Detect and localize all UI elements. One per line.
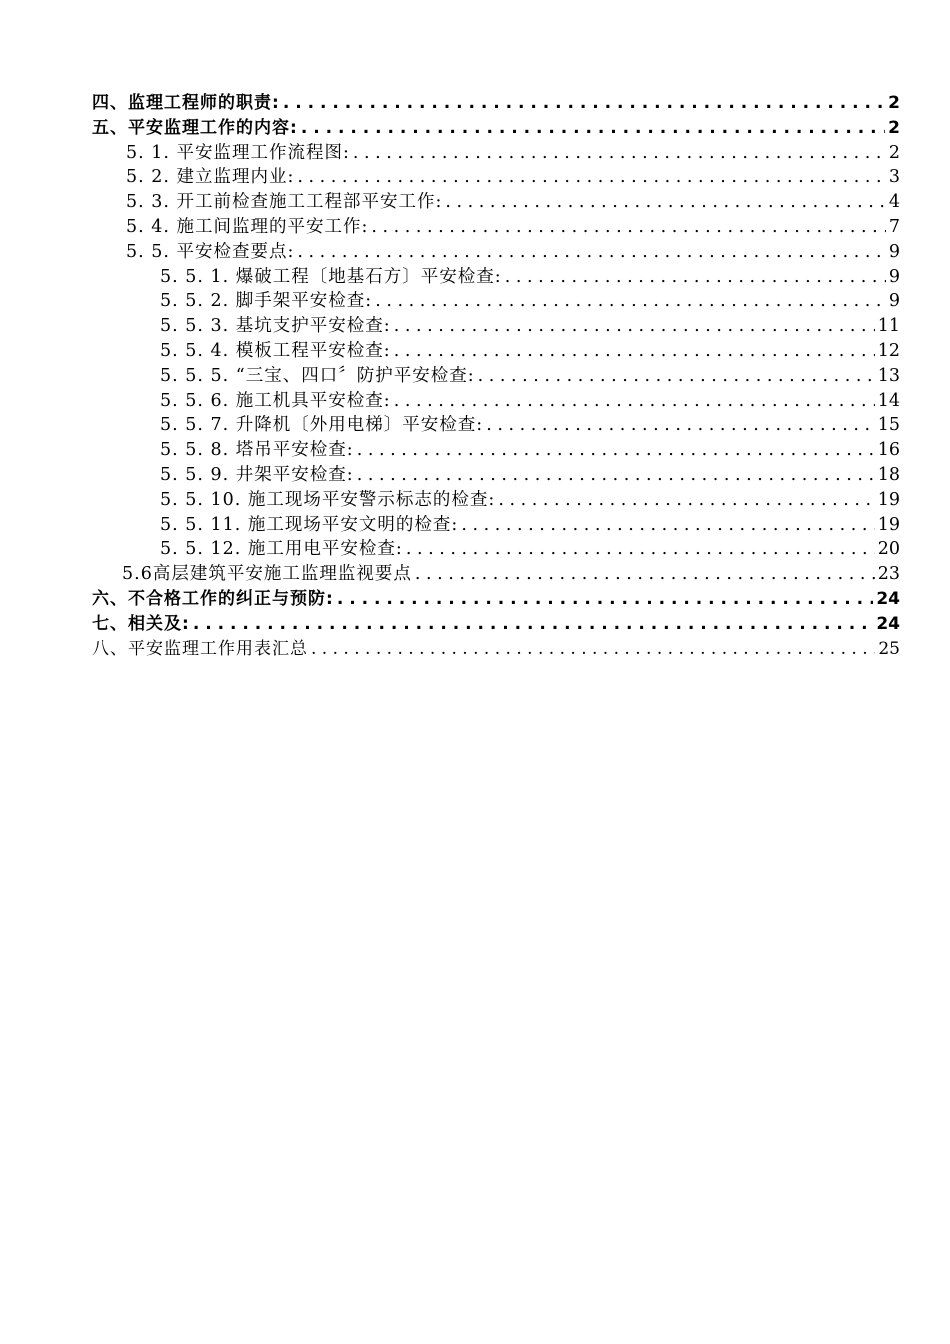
toc-entry-page-number: 25 <box>878 638 900 659</box>
toc-dot-leader <box>193 612 874 637</box>
toc-entry[interactable] <box>92 463 900 488</box>
toc-entry[interactable] <box>92 513 900 538</box>
toc-entry-title: 5. 5. 平安检查要点: <box>126 241 295 262</box>
toc-entry-page-number: 4 <box>888 192 900 213</box>
toc-entry-page-number: 16 <box>877 440 900 461</box>
toc-entry-page-number: 11 <box>877 316 900 337</box>
toc-entry-title: 六、不合格工作的纠正与预防: <box>92 588 334 609</box>
toc-entry-title: 5. 5. 7. 升降机〔外用电梯〕平安检查: <box>160 415 484 436</box>
toc-entry-title: 五、平安监理工作的内容: <box>92 117 298 138</box>
toc-entry-title: 七、相关及: <box>92 613 190 634</box>
toc-entry-page-number: 7 <box>888 216 900 237</box>
toc-dot-leader <box>445 190 885 215</box>
toc-dot-leader <box>371 215 885 240</box>
toc-dot-leader <box>478 364 875 389</box>
toc-entry-page-number: 13 <box>877 365 900 386</box>
toc-entry[interactable] <box>92 413 900 438</box>
toc-dot-leader <box>357 438 875 463</box>
toc-entry[interactable] <box>92 91 900 116</box>
toc-entry-title: 5. 5. 6. 施工机具平安检查: <box>160 390 391 411</box>
toc-entry-page-number: 9 <box>888 266 900 287</box>
toc-entry-title: 5. 5. 9. 井架平安检查: <box>160 464 354 485</box>
toc-entry-page-number: 9 <box>888 241 900 262</box>
toc-entry-page-number: 9 <box>888 291 900 312</box>
toc-entry-page-number: 15 <box>877 415 900 436</box>
toc-entry[interactable] <box>92 215 900 240</box>
toc-entry-page-number: 19 <box>877 514 900 535</box>
toc-entry-page-number: 2 <box>888 93 900 113</box>
toc-dot-leader <box>394 389 875 414</box>
toc-dot-leader <box>505 265 886 290</box>
toc-entry-title: 八、平安监理工作用表汇总 <box>92 638 308 659</box>
toc-entry[interactable] <box>92 265 900 290</box>
toc-dot-leader <box>415 562 875 587</box>
toc-dot-leader <box>461 513 874 538</box>
toc-dot-leader <box>337 587 874 612</box>
toc-entry[interactable] <box>92 116 900 141</box>
toc-dot-leader <box>394 339 875 364</box>
toc-dot-leader <box>311 637 875 662</box>
toc-entry-title: 5. 5. 4. 模板工程平安检查: <box>160 340 391 361</box>
toc-entry-title: 5. 5. 12. 施工用电平安检查: <box>160 539 403 560</box>
toc-entry[interactable] <box>92 339 900 364</box>
toc-entry[interactable] <box>92 190 900 215</box>
toc-entry-title: 四、监理工程师的职责: <box>92 93 280 113</box>
toc-dot-leader <box>301 116 885 141</box>
toc-entry[interactable] <box>92 141 900 166</box>
toc-entry[interactable] <box>92 165 900 190</box>
toc-entry-page-number: 2 <box>888 117 900 138</box>
toc-entry-page-number: 12 <box>877 340 900 361</box>
toc-entry[interactable] <box>92 537 900 562</box>
toc-entry[interactable] <box>92 488 900 513</box>
toc-dot-leader <box>297 165 885 190</box>
toc-entry[interactable] <box>92 289 900 314</box>
toc-dot-leader <box>375 289 886 314</box>
toc-entry-page-number: 2 <box>888 142 900 163</box>
toc-entry-title: 5. 1. 平安监理工作流程图: <box>126 142 350 163</box>
toc-entry-page-number: 24 <box>876 588 900 609</box>
toc-entry-title: 5. 5. 10. 施工现场平安警示标志的检查: <box>160 489 496 510</box>
toc-entry[interactable] <box>92 637 900 662</box>
toc-entry-title: 5. 4. 施工间监理的平安工作: <box>126 216 369 237</box>
toc-entry-title: 5. 2. 建立监理内业: <box>126 167 295 188</box>
toc-entry[interactable] <box>92 562 900 587</box>
toc-entry[interactable] <box>92 612 900 637</box>
toc-entry-page-number: 18 <box>877 464 900 485</box>
toc-entry-title: 5. 5. 3. 基坑支护平安检查: <box>160 316 391 337</box>
toc-entry-page-number: 19 <box>877 489 900 510</box>
toc-entry[interactable] <box>92 364 900 389</box>
toc-dot-leader <box>297 240 885 265</box>
toc-entry-page-number: 24 <box>876 613 900 634</box>
toc-entry[interactable] <box>92 389 900 414</box>
toc-dot-leader <box>486 413 875 438</box>
toc-dot-leader <box>283 91 885 116</box>
toc-entry-page-number: 14 <box>877 390 900 411</box>
toc-entry-page-number: 23 <box>877 564 900 585</box>
toc-dot-leader <box>353 141 886 166</box>
toc-entry-title: 5. 5. 1. 爆破工程〔地基石方〕平安检查: <box>160 266 502 287</box>
toc-entry-title: 5. 5. 11. 施工现场平安文明的检查: <box>160 514 459 535</box>
table-of-contents <box>92 91 900 661</box>
toc-entry-page-number: 3 <box>888 167 900 188</box>
toc-dot-leader <box>406 537 875 562</box>
toc-dot-leader <box>357 463 875 488</box>
toc-entry[interactable] <box>92 314 900 339</box>
toc-dot-leader <box>394 314 875 339</box>
toc-entry[interactable] <box>92 240 900 265</box>
toc-dot-leader <box>498 488 874 513</box>
toc-entry[interactable] <box>92 587 900 612</box>
toc-entry-title: 5. 5. 8. 塔吊平安检查: <box>160 440 354 461</box>
toc-entry-page-number: 20 <box>877 539 900 560</box>
toc-entry[interactable] <box>92 438 900 463</box>
toc-entry-title: 5.6高层建筑平安施工监理监视要点 <box>122 564 412 585</box>
toc-entry-title: 5. 5. 2. 脚手架平安检查: <box>160 291 373 312</box>
toc-entry-title: 5. 3. 开工前检查施工工程部平安工作: <box>126 192 443 213</box>
toc-entry-title: 5. 5. 5. “三宝、四口〞防护平安检查: <box>160 365 475 386</box>
